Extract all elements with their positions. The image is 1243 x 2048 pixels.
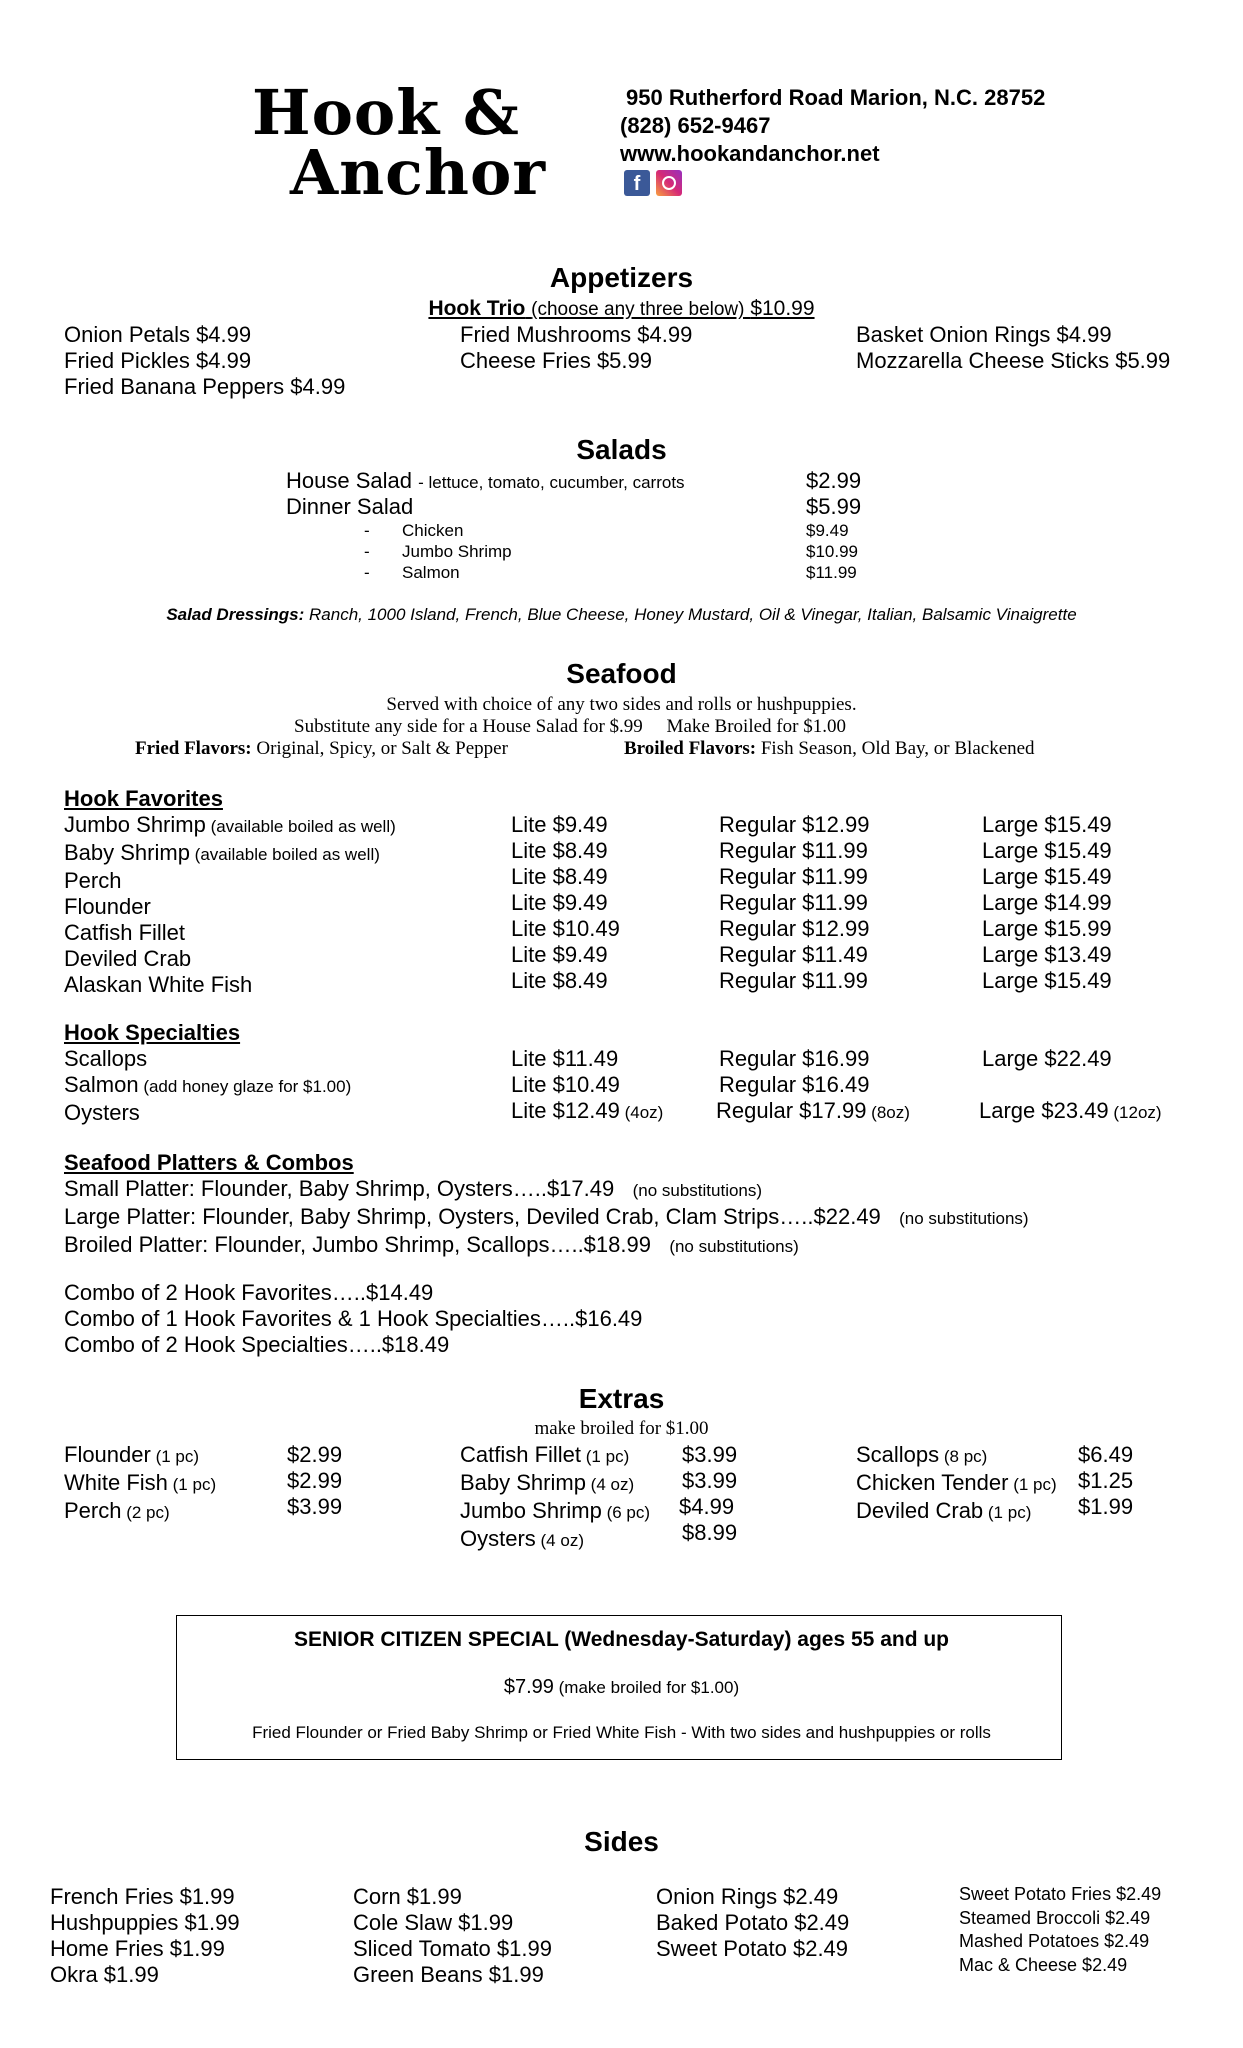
house-salad-name: House Salad bbox=[286, 468, 412, 493]
specialties-large bbox=[979, 1046, 1162, 1126]
salad-addon-price: $10.99 bbox=[806, 542, 858, 561]
extra-price: $6.49 bbox=[1078, 1442, 1134, 1467]
broiled-flavors bbox=[624, 738, 1035, 760]
salad-addon-dash: - bbox=[364, 521, 370, 540]
dinner-salad-price: $5.99 bbox=[806, 494, 862, 519]
extra-item: Catfish Fillet (1 pc) bbox=[460, 1442, 630, 1467]
senior-special-description: Fried Flounder or Fried Baby Shrimp or Fried White Fish - With two sides and hushpuppies or rolls bbox=[252, 1723, 991, 1742]
extra-item: Perch (2 pc) bbox=[64, 1498, 170, 1523]
favorites-large bbox=[982, 812, 1112, 994]
specialties-lite bbox=[511, 1046, 663, 1126]
sides-col2 bbox=[353, 1884, 552, 1988]
specialty-item-name: Salmon (add honey glaze for $1.00) bbox=[64, 1072, 352, 1097]
appetizers-title: Appetizers bbox=[549, 262, 694, 293]
sides-col4 bbox=[959, 1883, 1161, 1977]
platters-title: Seafood Platters & Combos bbox=[64, 1150, 354, 1175]
extra-price: $2.99 bbox=[287, 1468, 343, 1493]
favorite-item-name: Jumbo Shrimp (available boiled as well) bbox=[64, 812, 396, 837]
senior-special-price-line bbox=[0, 1676, 1243, 1699]
facebook-icon[interactable]: f bbox=[624, 170, 650, 196]
specialty-large-price-empty bbox=[979, 1072, 1162, 1098]
favorite-regular-price: Regular $11.99 bbox=[719, 968, 868, 993]
favorite-regular-price: Regular $11.99 bbox=[719, 838, 868, 863]
appetizers-col2 bbox=[460, 322, 692, 374]
hook-trio-name: Hook Trio bbox=[428, 297, 526, 320]
fried-flavors bbox=[135, 738, 508, 760]
extra-item: Deviled Crab (1 pc) bbox=[856, 1498, 1032, 1523]
favorites-lite bbox=[511, 812, 620, 994]
extra-price: $8.99 bbox=[682, 1520, 738, 1545]
hook-favorites-title: Hook Favorites bbox=[64, 786, 223, 811]
appetizer-item: Onion Petals $4.99 bbox=[64, 322, 252, 347]
platter-item: Broiled Platter: Flounder, Jumbo Shrimp, Scallops…..$18.99 (no substitutions) bbox=[64, 1232, 799, 1257]
extra-item: Jumbo Shrimp (6 pc) bbox=[460, 1498, 651, 1523]
side-item: Baked Potato $2.49 bbox=[656, 1910, 850, 1935]
hook-trio bbox=[0, 296, 1243, 323]
house-salad-price: $2.99 bbox=[806, 468, 862, 493]
appetizer-item: Fried Banana Peppers $4.99 bbox=[64, 374, 346, 399]
salad-addon-dash: - bbox=[364, 563, 370, 582]
favorite-item-name: Flounder bbox=[64, 894, 151, 919]
platter-item: Large Platter: Flounder, Baby Shrimp, Oysters, Deviled Crab, Clam Strips…..$22.49 (no substitutions) bbox=[64, 1204, 1029, 1229]
dinner-salad-name: Dinner Salad bbox=[286, 494, 414, 519]
house-salad-desc: - lettuce, tomato, cucumber, carrots bbox=[418, 473, 685, 492]
favorite-item-name: Baby Shrimp (available boiled as well) bbox=[64, 840, 380, 865]
specialty-lite-price: Lite $10.49 bbox=[511, 1072, 620, 1097]
side-item: Green Beans $1.99 bbox=[353, 1962, 544, 1987]
salad-addon-name: Chicken bbox=[402, 521, 464, 540]
extra-price: $3.99 bbox=[682, 1442, 738, 1467]
specialty-regular-price: Regular $17.99 (8oz) bbox=[716, 1098, 910, 1123]
extra-price: $4.99 bbox=[679, 1494, 735, 1519]
instagram-icon[interactable] bbox=[656, 170, 682, 196]
side-item: Onion Rings $2.49 bbox=[656, 1884, 839, 1909]
favorite-regular-price: Regular $11.49 bbox=[719, 942, 868, 967]
specialty-item-name: Scallops bbox=[64, 1046, 148, 1071]
fried-flavors-text: Original, Spicy, or Salt & Pepper bbox=[251, 738, 508, 759]
sides-col3 bbox=[656, 1884, 849, 1962]
side-item: Corn $1.99 bbox=[353, 1884, 462, 1909]
extra-price: $1.99 bbox=[1078, 1494, 1134, 1519]
favorite-large-price: Large $15.49 bbox=[982, 812, 1112, 837]
salad-addon-dash: - bbox=[364, 542, 370, 561]
extra-price: $2.99 bbox=[287, 1442, 343, 1467]
sides-col1 bbox=[50, 1884, 240, 1988]
specialty-regular-price: Regular $16.49 bbox=[719, 1072, 870, 1097]
favorite-regular-price: Regular $11.99 bbox=[719, 890, 868, 915]
favorite-regular-price: Regular $11.99 bbox=[719, 864, 868, 889]
hook-specialties-title: Hook Specialties bbox=[64, 1020, 241, 1045]
extras-col2-prices bbox=[679, 1442, 738, 1546]
appetizer-item: Fried Mushrooms $4.99 bbox=[460, 322, 693, 347]
favorite-lite-price: Lite $8.49 bbox=[511, 838, 608, 863]
sides-title: Sides bbox=[584, 1826, 659, 1857]
salad-addon-price: $9.49 bbox=[806, 521, 849, 540]
favorite-lite-price: Lite $9.49 bbox=[511, 812, 608, 837]
hook-trio-note: (choose any three below) bbox=[531, 299, 745, 320]
favorite-item-name: Catfish Fillet bbox=[64, 920, 186, 945]
seafood-note2: Substitute any side for a House Salad for $.99 Make Broiled for $1.00 bbox=[294, 716, 846, 737]
extra-price: $3.99 bbox=[287, 1494, 343, 1519]
specialty-lite-price: Lite $11.49 bbox=[511, 1046, 619, 1071]
specialty-regular-price: Regular $16.99 bbox=[719, 1046, 870, 1071]
extras-col3-prices bbox=[1078, 1442, 1133, 1520]
favorite-regular-price: Regular $12.99 bbox=[719, 916, 870, 941]
extras-col1-prices bbox=[287, 1442, 342, 1520]
favorites-regular bbox=[719, 812, 869, 994]
extra-item: Scallops (8 pc) bbox=[856, 1442, 988, 1467]
salad-dressings-label: Salad Dressings: bbox=[166, 605, 305, 624]
seafood-note1: Served with choice of any two sides and rolls or hushpuppies. bbox=[386, 694, 857, 715]
favorite-large-price: Large $15.49 bbox=[982, 968, 1112, 993]
favorite-lite-price: Lite $9.49 bbox=[511, 890, 608, 915]
house-salad bbox=[286, 468, 685, 496]
favorite-large-price: Large $13.49 bbox=[982, 942, 1112, 967]
fried-flavors-label: Fried Flavors: bbox=[135, 738, 252, 759]
salad-dressings-list: Ranch, 1000 Island, French, Blue Cheese, Honey Mustard, Oil & Vinegar, Italian, Balsamic Vinaigrette bbox=[304, 605, 1077, 624]
extras-col1-names bbox=[64, 1442, 216, 1526]
favorite-large-price: Large $15.49 bbox=[982, 838, 1112, 863]
extra-item: Chicken Tender (1 pc) bbox=[856, 1470, 1057, 1495]
salad-addon-name: Jumbo Shrimp bbox=[402, 542, 512, 561]
seafood-title: Seafood bbox=[566, 658, 677, 689]
extra-price: $3.99 bbox=[682, 1468, 738, 1493]
side-item: Hushpuppies $1.99 bbox=[50, 1910, 240, 1935]
specialty-lite-price: Lite $12.49 (4oz) bbox=[511, 1098, 664, 1123]
phone: (828) 652-9467 bbox=[620, 113, 771, 138]
appetizer-item: Fried Pickles $4.99 bbox=[64, 348, 252, 373]
favorite-item-name: Alaskan White Fish bbox=[64, 972, 253, 997]
combo-item: Combo of 2 Hook Specialties…..$18.49 bbox=[64, 1332, 450, 1357]
favorite-large-price: Large $15.49 bbox=[982, 864, 1112, 889]
side-item: French Fries $1.99 bbox=[50, 1884, 235, 1909]
hook-trio-price: $10.99 bbox=[750, 297, 815, 320]
address: 950 Rutherford Road Marion, N.C. 28752 bbox=[626, 85, 1046, 110]
favorite-large-price: Large $15.99 bbox=[982, 916, 1112, 941]
senior-special-price: $7.99 bbox=[503, 1676, 554, 1698]
favorite-large-price: Large $14.99 bbox=[982, 890, 1112, 915]
salads-title: Salads bbox=[576, 434, 667, 465]
extra-item: Oysters (4 oz) bbox=[460, 1526, 584, 1551]
favorite-lite-price: Lite $9.49 bbox=[511, 942, 608, 967]
side-item: Steamed Broccoli $2.49 bbox=[959, 1907, 1151, 1928]
extras-col3-names bbox=[856, 1442, 1057, 1526]
extra-item: Flounder (1 pc) bbox=[64, 1442, 200, 1467]
specialty-large-price: Large $23.49 (12oz) bbox=[979, 1098, 1162, 1123]
extra-price: $1.25 bbox=[1078, 1468, 1134, 1493]
extras-col2-names bbox=[460, 1442, 650, 1554]
specialty-item-name: Oysters bbox=[64, 1100, 140, 1125]
favorite-lite-price: Lite $8.49 bbox=[511, 864, 608, 889]
appetizer-item: Basket Onion Rings $4.99 bbox=[856, 322, 1112, 347]
salad-addon-name: Salmon bbox=[402, 563, 460, 582]
platter-item: Small Platter: Flounder, Baby Shrimp, Oysters…..$17.49 (no substitutions) bbox=[64, 1176, 763, 1201]
combos-list bbox=[64, 1280, 642, 1358]
side-item: Mac & Cheese $2.49 bbox=[959, 1954, 1128, 1975]
appetizers-col3 bbox=[856, 322, 1170, 374]
side-item: Okra $1.99 bbox=[50, 1962, 159, 1987]
platters-list bbox=[64, 1176, 1029, 1260]
senior-special-price-note: (make broiled for $1.00) bbox=[553, 1678, 740, 1697]
favorite-item-name: Perch bbox=[64, 868, 122, 893]
specialties-regular bbox=[716, 1046, 910, 1126]
extras-title: Extras bbox=[578, 1383, 665, 1414]
appetizers-col1 bbox=[64, 322, 345, 400]
side-item: Sweet Potato Fries $2.49 bbox=[959, 1884, 1162, 1904]
side-item: Sliced Tomato $1.99 bbox=[353, 1936, 552, 1961]
side-item: Mashed Potatoes $2.49 bbox=[959, 1931, 1150, 1951]
salad-dressings bbox=[0, 605, 1243, 625]
favorite-lite-price: Lite $10.49 bbox=[511, 916, 620, 941]
side-item: Home Fries $1.99 bbox=[50, 1936, 225, 1961]
specialty-large-price: Large $22.49 bbox=[982, 1046, 1112, 1071]
side-item: Cole Slaw $1.99 bbox=[353, 1910, 514, 1935]
extras-subtitle: make broiled for $1.00 bbox=[534, 1418, 709, 1439]
appetizer-item: Mozzarella Cheese Sticks $5.99 bbox=[856, 348, 1171, 373]
social-links bbox=[624, 170, 688, 196]
broiled-flavors-text: Fish Season, Old Bay, or Blackened bbox=[756, 738, 1035, 759]
logo-line2: Anchor bbox=[290, 136, 547, 209]
combo-item: Combo of 2 Hook Favorites…..$14.49 bbox=[64, 1280, 434, 1305]
salad-addon-price: $11.99 bbox=[806, 563, 857, 582]
favorite-regular-price: Regular $12.99 bbox=[719, 812, 870, 837]
logo-line1: Hook & bbox=[252, 76, 520, 149]
specialties-names bbox=[64, 1046, 351, 1126]
favorite-lite-price: Lite $8.49 bbox=[511, 968, 608, 993]
combo-item: Combo of 1 Hook Favorites & 1 Hook Specialties…..$16.49 bbox=[64, 1306, 643, 1331]
favorite-item-name: Deviled Crab bbox=[64, 946, 192, 971]
appetizer-item: Cheese Fries $5.99 bbox=[460, 348, 652, 373]
side-item: Sweet Potato $2.49 bbox=[656, 1936, 849, 1961]
broiled-flavors-label: Broiled Flavors: bbox=[624, 738, 757, 759]
senior-special-title: SENIOR CITIZEN SPECIAL (Wednesday-Saturday) ages 55 and up bbox=[293, 1628, 950, 1651]
website[interactable]: www.hookandanchor.net bbox=[620, 141, 880, 166]
extra-item: Baby Shrimp (4 oz) bbox=[460, 1470, 635, 1495]
favorites-names bbox=[64, 812, 396, 998]
extra-item: White Fish (1 pc) bbox=[64, 1470, 217, 1495]
